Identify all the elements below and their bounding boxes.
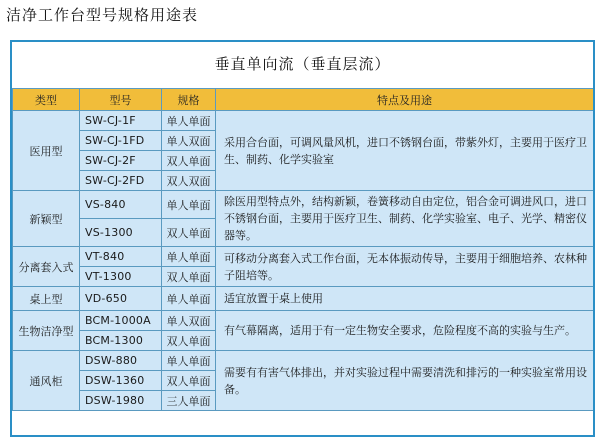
model-cell: SW-CJ-2F: [80, 151, 162, 171]
model-cell: BCM-1300: [80, 331, 162, 351]
features-cell: 可移动分离套入式工作台面，无本体振动传导，主要用于细胞培养、农林种子阻培等。: [216, 247, 594, 287]
table-title: 垂直单向流（垂直层流）: [12, 42, 593, 88]
spec-table-frame: [10, 40, 595, 437]
spec-cell: 单人单面: [162, 287, 216, 311]
table-header-row: [13, 89, 594, 111]
model-cell: VS-840: [80, 191, 162, 219]
spec-cell: 双人单面: [162, 331, 216, 351]
table-row: [13, 111, 594, 131]
features-cell: 采用合台面，可调风量风机，进口不锈钢台面，带紫外灯，主要用于医疗卫生、制药、化学实验室: [216, 111, 594, 191]
model-cell: VD-650: [80, 287, 162, 311]
category-cell: 桌上型: [13, 287, 80, 311]
spec-cell: 单人单面: [162, 351, 216, 371]
model-cell: BCM-1000A: [80, 311, 162, 331]
model-cell: SW-CJ-1F: [80, 111, 162, 131]
table-row: [13, 247, 594, 267]
spec-cell: 双人单面: [162, 151, 216, 171]
table-row: [13, 287, 594, 311]
header-spec: 规格: [162, 89, 216, 111]
model-cell: SW-CJ-1FD: [80, 131, 162, 151]
category-cell: 通风柜: [13, 351, 80, 411]
spec-table: [12, 88, 594, 411]
category-cell: 生物洁净型: [13, 311, 80, 351]
table-row: [13, 191, 594, 219]
spec-cell: 双人单面: [162, 371, 216, 391]
page-title: 洁净工作台型号规格用途表: [6, 6, 199, 24]
spec-cell: 单人单面: [162, 247, 216, 267]
model-cell: DSW-880: [80, 351, 162, 371]
spec-cell: 单人单面: [162, 191, 216, 219]
features-cell: 有气幕隔离，适用于有一定生物安全要求，危险程度不高的实验与生产。: [216, 311, 594, 351]
spec-cell: 单人双面: [162, 311, 216, 331]
model-cell: VT-1300: [80, 267, 162, 287]
features-cell: 除医用型特点外，结构新颖，卷簧移动自由定位，铝合金可调进风口，进口不锈钢台面，主要用于医疗卫生、制药、化学实验室、电子、光学、精密仪器等。: [216, 191, 594, 247]
spec-cell: 单人双面: [162, 131, 216, 151]
category-cell: 新颖型: [13, 191, 80, 247]
header-category: 类型: [13, 89, 80, 111]
features-cell: 需要有有害气体排出，并对实验过程中需要清洗和排污的一种实验室常用设备。: [216, 351, 594, 411]
model-cell: VS-1300: [80, 219, 162, 247]
spec-cell: 单人单面: [162, 111, 216, 131]
table-body: [13, 111, 594, 411]
category-cell: 医用型: [13, 111, 80, 191]
model-cell: DSW-1360: [80, 371, 162, 391]
header-features: 特点及用途: [216, 89, 594, 111]
table-row: [13, 311, 594, 331]
header-model: 型号: [80, 89, 162, 111]
category-cell: 分离套入式: [13, 247, 80, 287]
spec-cell: 双人单面: [162, 267, 216, 287]
spec-cell: 双人双面: [162, 171, 216, 191]
model-cell: VT-840: [80, 247, 162, 267]
model-cell: SW-CJ-2FD: [80, 171, 162, 191]
table-row: [13, 351, 594, 371]
model-cell: DSW-1980: [80, 391, 162, 411]
spec-cell: 三人单面: [162, 391, 216, 411]
spec-cell: 双人单面: [162, 219, 216, 247]
features-cell: 适宜放置于桌上使用: [216, 287, 594, 311]
